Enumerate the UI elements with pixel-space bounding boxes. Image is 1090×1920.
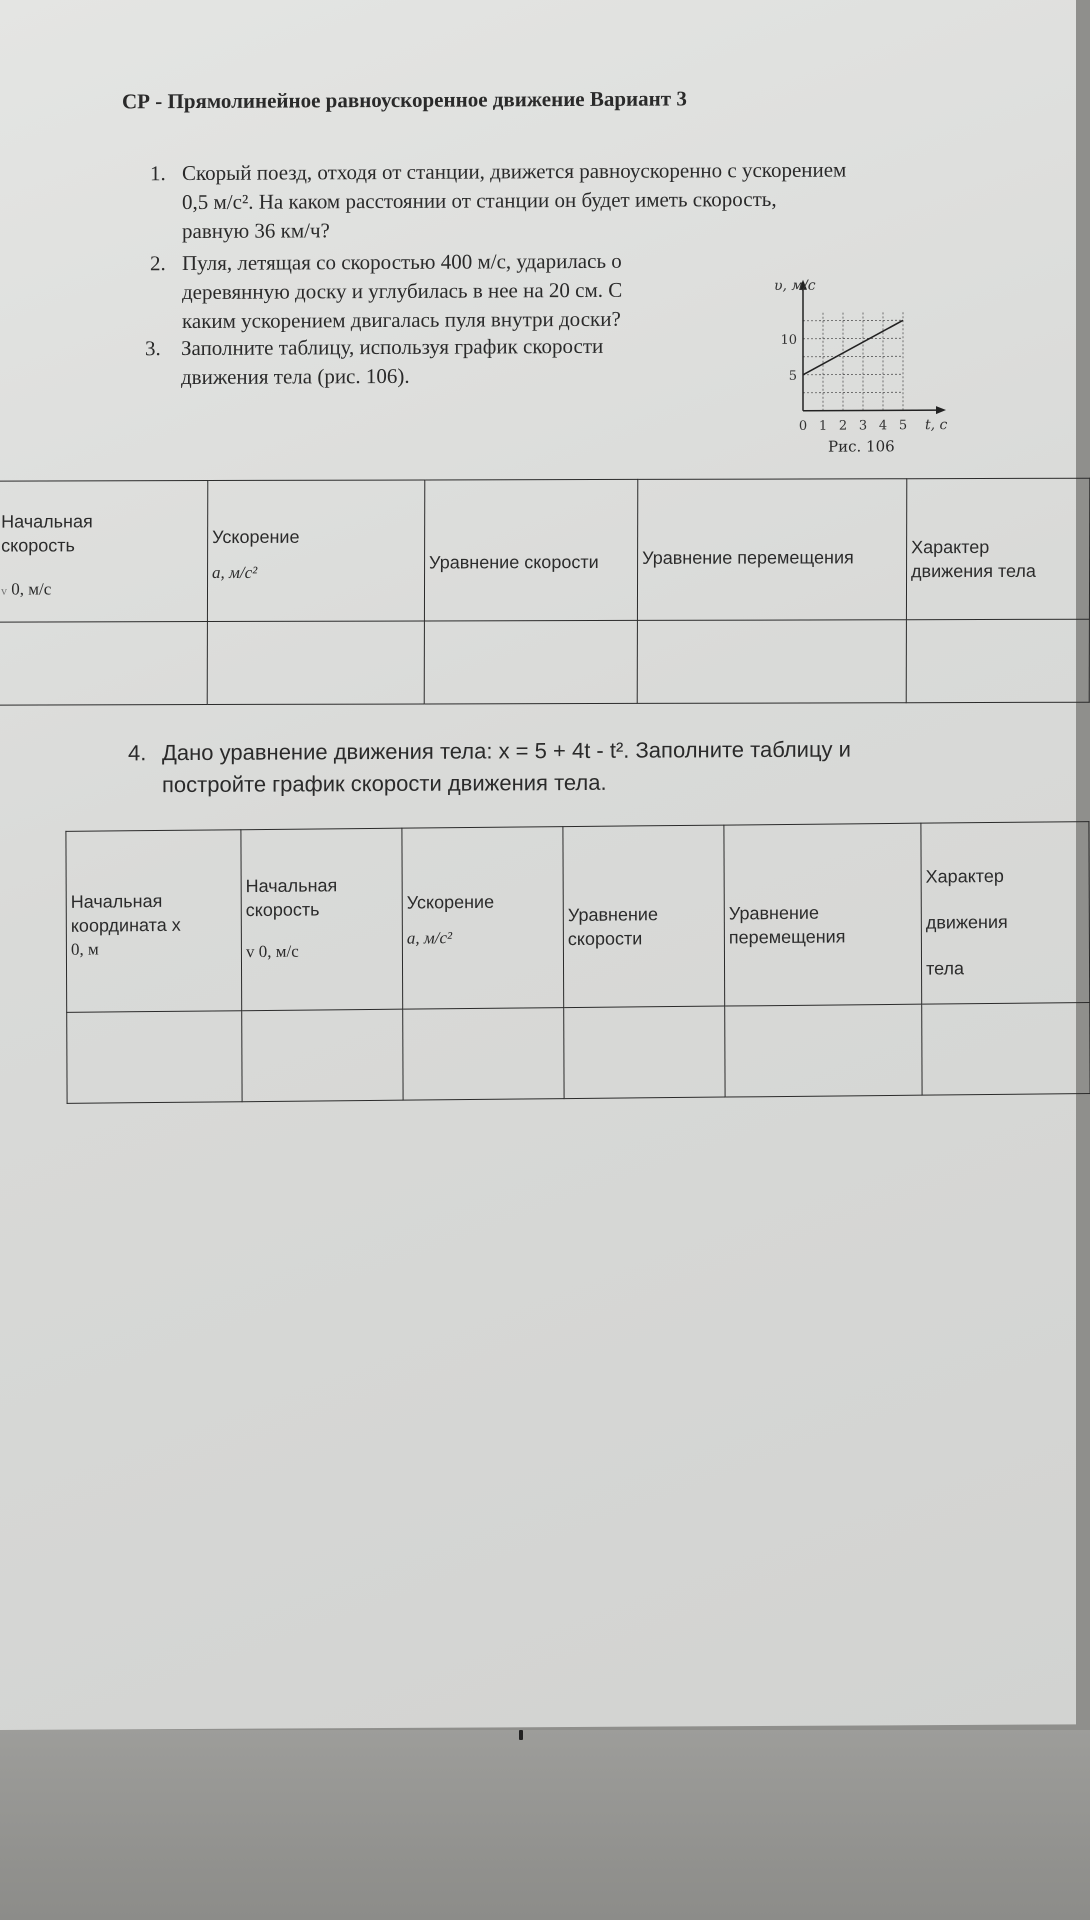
table-header-row [0, 478, 1090, 622]
answer-cell[interactable] [906, 619, 1089, 702]
task-number: 4. [128, 740, 147, 766]
header-acceleration: Ускорение a, м/с² [207, 480, 424, 622]
table-row [67, 1003, 1090, 1104]
task-2 [150, 246, 770, 339]
answer-cell[interactable] [403, 1008, 564, 1101]
y-tick-label: 5 [788, 368, 797, 384]
task-line: Скорый поезд, отходя от станции, движется равноускоренно с ускорением [182, 157, 847, 186]
task-number: 2. [150, 251, 166, 276]
x-axis [803, 410, 940, 411]
answer-table-2 [65, 821, 1090, 1104]
x-tick-label: 4 [878, 418, 888, 434]
velocity-line [803, 320, 903, 375]
header-motion-character: Характер движения тела [906, 478, 1089, 619]
header-displacement-equation: Уравнение перемещения [724, 823, 922, 1006]
task-4 [128, 733, 1028, 808]
task-line: 0,5 м/с². На каком расстоянии от станции он будет иметь скорость, [182, 186, 777, 215]
x-tick-label: 1 [818, 418, 828, 434]
header-initial-coordinate: Начальная координата x 0, м [66, 830, 242, 1013]
x-axis-label: t, c [925, 417, 948, 434]
header-initial-velocity: Начальная скорость v 0, м/с [241, 828, 403, 1011]
header-velocity-equation: Уравнение скорости [563, 825, 725, 1008]
y-axis-label: υ, м/с [774, 277, 816, 294]
grid-line-horizontal [803, 320, 903, 321]
task-1 [150, 155, 1050, 250]
answer-cell[interactable] [922, 1003, 1090, 1096]
grid-line-horizontal [803, 356, 903, 357]
task-number: 3. [145, 336, 161, 361]
grid-line-horizontal [803, 374, 903, 375]
x-tick-label: 2 [838, 418, 848, 434]
task-line: деревянную доску и углубилась в нее на 20 см. С [182, 277, 623, 305]
task-line: Пуля, летящая со скоростью 400 м/с, ударилась о [182, 248, 622, 276]
task-line: каким ускорением двигалась пуля внутри доски? [182, 306, 621, 334]
header-initial-velocity: Начальная скорость v 0, м/с [0, 481, 208, 623]
header-acceleration: Ускорение a, м/с² [402, 827, 564, 1010]
answer-cell[interactable] [0, 622, 207, 706]
task-number: 1. [150, 161, 166, 186]
figure-caption: Рис. 106 [828, 437, 895, 456]
velocity-graph [770, 275, 960, 461]
task-line: равную 36 км/ч? [182, 218, 330, 244]
x-tick-label: 0 [798, 418, 808, 434]
answer-cell[interactable] [242, 1009, 403, 1102]
x-axis-arrow-icon [936, 406, 946, 414]
task-line: движения тела (рис. 106). [181, 363, 410, 390]
answer-cell[interactable] [725, 1004, 922, 1097]
answer-cell[interactable] [424, 620, 637, 704]
answer-cell[interactable] [637, 620, 906, 704]
graph-grid [803, 310, 903, 411]
header-velocity-equation: Уравнение скорости [424, 479, 637, 621]
answer-cell[interactable] [67, 1011, 242, 1104]
answer-cell[interactable] [207, 621, 424, 705]
task-line: Заполните таблицу, используя график скорости [181, 333, 604, 361]
y-tick-label: 10 [780, 332, 797, 348]
header-displacement-equation: Уравнение перемещения [637, 479, 906, 621]
task-3 [145, 331, 765, 394]
pen-mark [519, 1730, 523, 1740]
task-line: постройте график скорости движения тела. [162, 769, 607, 798]
table-header-row [66, 822, 1090, 1013]
task-line: Дано уравнение движения тела: x = 5 + 4t - t². Заполните таблицу и [162, 736, 851, 766]
answer-table-1 [0, 478, 1090, 706]
x-tick-label: 3 [858, 418, 868, 434]
grid-line-horizontal [803, 338, 903, 339]
grid-line-horizontal [803, 392, 903, 393]
table-row [0, 619, 1089, 705]
header-motion-character: Характер движения тела [921, 822, 1090, 1005]
answer-cell[interactable] [564, 1006, 725, 1099]
desk-surface [0, 1730, 1090, 1920]
worksheet-title: СР - Прямолинейное равноускоренное движение Вариант 3 [122, 86, 687, 114]
x-tick-label: 5 [898, 418, 908, 434]
